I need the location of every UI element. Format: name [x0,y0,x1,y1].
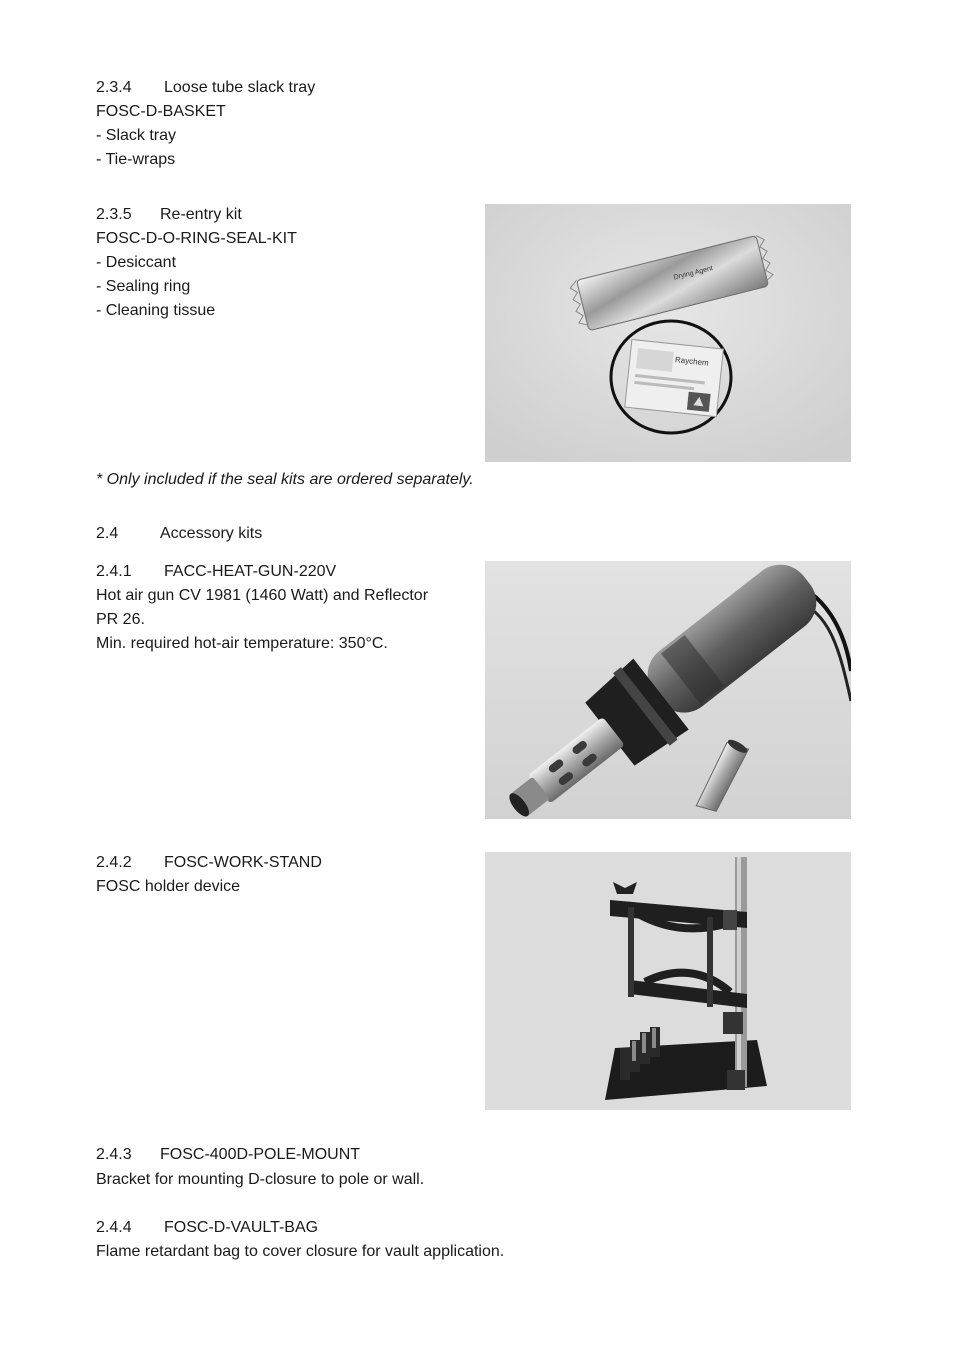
list-item: - Slack tray [96,127,177,144]
description-line: FOSC holder device [96,878,241,895]
section-number: 2.3.4 [96,79,132,96]
heading-2-4-1 [96,562,336,582]
section-title: FOSC-400D-POLE-MOUNT [160,1146,361,1163]
list-item: - Tie-wraps [96,151,176,168]
heading-2-3-4 [96,78,315,98]
section-title: Accessory kits [160,525,263,542]
list-item: - Sealing ring [96,278,191,295]
part-number-basket: FOSC-D-BASKET [96,103,226,120]
section-number: 2.4.3 [96,1146,132,1163]
heading-2-4-4 [96,1218,318,1238]
list-item: - Cleaning tissue [96,302,216,319]
description-line: PR 26. [96,611,145,628]
heading-2-4 [96,524,262,544]
section-number: 2.4 [96,525,119,542]
description-line: Bracket for mounting D-closure to pole or wall. [96,1171,425,1188]
section-title: FOSC-WORK-STAND [164,854,322,871]
description-line: Flame retardant bag to cover closure for vault application. [96,1243,505,1260]
section-title: FACC-HEAT-GUN-220V [164,563,337,580]
section-title: Re-entry kit [160,206,242,223]
heading-2-4-2 [96,853,322,873]
section-number: 2.4.1 [96,563,132,580]
heading-2-4-3 [96,1145,360,1165]
list-item: - Desiccant [96,254,177,271]
work-stand-photo [485,852,851,1110]
description-line: Hot air gun CV 1981 (1460 Watt) and Reflector [96,587,429,604]
footnote: * Only included if the seal kits are ordered separately. [96,471,474,488]
section-title: Loose tube slack tray [164,79,316,96]
pouch-label: Drying Agent [673,265,714,282]
section-number: 2.4.4 [96,1219,132,1236]
section-number: 2.4.2 [96,854,132,871]
description-line: Min. required hot-air temperature: 350°C. [96,635,388,652]
re-entry-kit-photo [485,204,851,462]
heading-2-3-5 [96,205,242,225]
section-title: FOSC-D-VAULT-BAG [164,1219,319,1236]
section-number: 2.3.5 [96,206,132,223]
sachet-label: Raychem [674,355,710,368]
heat-gun-photo [485,561,851,819]
part-number-seal-kit: FOSC-D-O-RING-SEAL-KIT [96,230,297,247]
